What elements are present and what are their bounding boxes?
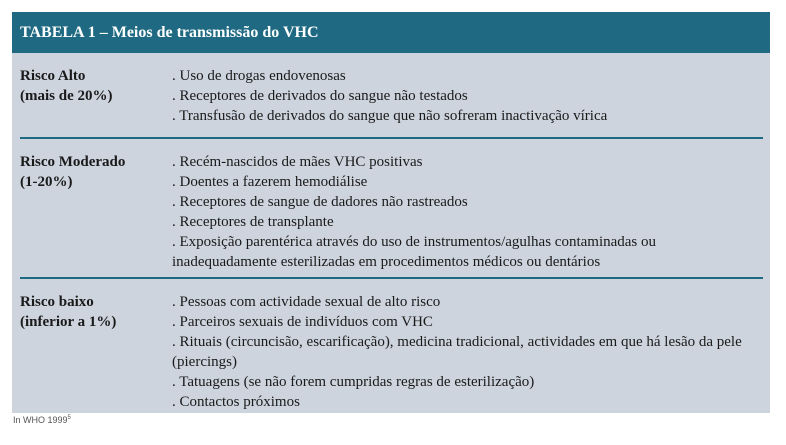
list-item: . Recém-nascidos de mães VHC positivas [172,154,423,170]
list-item: . Contactos próximos [172,394,300,410]
section-low-risk [12,279,770,417]
list-item: . Doentes a fazerem hemodiálise [172,174,368,190]
risk-range: (1-20%) [20,174,73,190]
risk-name: Risco baixo [20,294,94,310]
risk-label-low [20,292,170,332]
risk-range: (mais de 20%) [20,88,113,104]
list-item: . Transfusão de derivados do sangue que não sofreram inactivação vírica [172,108,608,124]
risk-label-moderate [20,152,170,192]
source-text: In WHO 1999 [13,415,68,425]
list-item: . Receptores de sangue de dadores não rastreados [172,194,468,210]
table-title: TABELA 1 – Meios de transmissão do VHC [12,12,770,53]
transmission-table [12,12,770,413]
list-item: . Receptores de transplante [172,214,334,230]
risk-items-low [172,292,762,412]
list-item: . Rituais (circuncisão, escarificação), medicina tradicional, actividades em que há lesão da pele (piercings) [172,334,742,370]
source-ref: 5 [67,415,71,421]
risk-items-high [172,66,762,126]
risk-name: Risco Moderado [20,154,126,170]
list-item: . Pessoas com actividade sexual de alto risco [172,294,441,310]
risk-name: Risco Alto [20,68,86,84]
risk-range: (inferior a 1%) [20,314,117,330]
list-item: . Parceiros sexuais de indivíduos com VHC [172,314,433,330]
risk-label-high [20,66,170,106]
section-high-risk [12,53,770,137]
risk-items-moderate [172,152,762,272]
source-note [13,415,71,425]
list-item: . Receptores de derivados do sangue não testados [172,88,468,104]
list-item: . Uso de drogas endovenosas [172,68,346,84]
list-item: . Exposição parentérica através do uso de instrumentos/agulhas contaminadas ou inadequadamente esterilizadas em procedimentos médicos ou dentários [172,234,657,270]
list-item: . Tatuagens (se não forem cumpridas regras de esterilização) [172,374,535,390]
section-moderate-risk [12,139,770,277]
